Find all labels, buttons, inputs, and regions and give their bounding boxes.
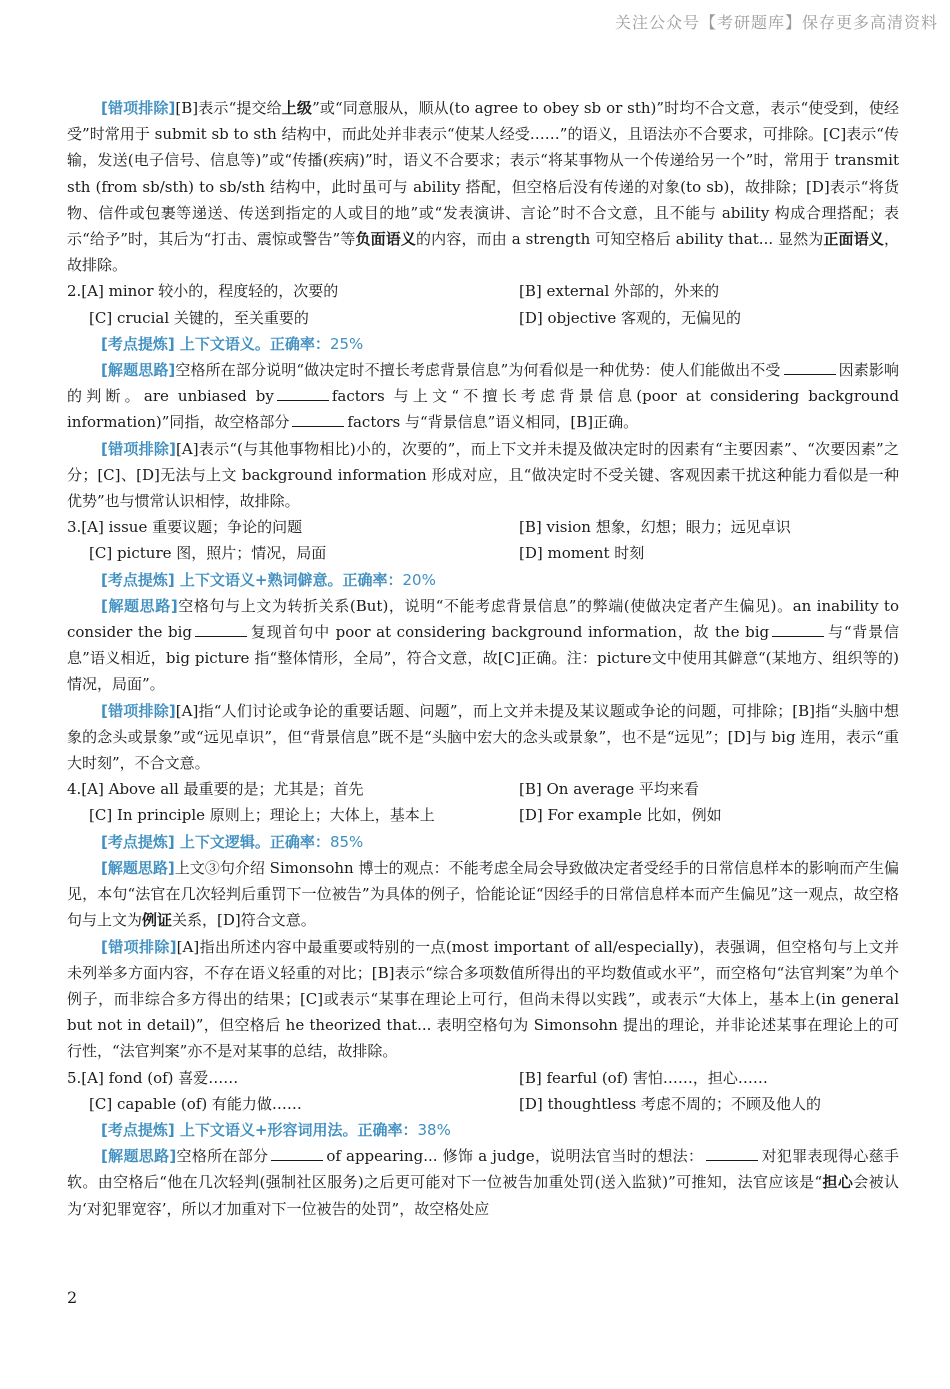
answer-blank xyxy=(271,1146,323,1161)
q5-options-row-1 xyxy=(67,1065,899,1091)
q2-text: [A]表示“(与其他事物相比)小的，次要的”，而上下文并未提及做决定时的因素有“主要因素”、“次要因素”之分；[C]、[D]无法与上文 background information 形成对应，且“做决定时不受关键、客观因素干扰这种能力看似是一种优势”也与惯常认识相悖，故排除。 xyxy=(67,439,899,511)
q4-jieti-paragraph xyxy=(67,855,899,934)
cuoxiang-tag: [错项排除] xyxy=(101,439,177,458)
q3-options-row-1 xyxy=(67,514,899,540)
q2-kaodian xyxy=(67,331,899,357)
q1-text: ，故排除。 xyxy=(67,230,899,275)
q2-option-b: [B] external 外部的，外来的 xyxy=(519,282,720,301)
q5-text: 空格所在部分 xyxy=(176,1147,269,1166)
page-number: 2 xyxy=(67,1288,78,1307)
q5-options-row-2 xyxy=(67,1091,899,1117)
accuracy-rate: 20% xyxy=(402,570,436,589)
q3-option-a: 3.[A] issue 重要议题；争论的问题 xyxy=(67,518,303,537)
content xyxy=(67,95,899,1222)
q1-bold: 正面语义 xyxy=(823,230,884,249)
q3-kaodian xyxy=(67,567,899,593)
q4-kaodian xyxy=(67,829,899,855)
q5-option-d: [D] thoughtless 考虑不周的；不顾及他人的 xyxy=(519,1094,822,1113)
answer-blank xyxy=(292,412,344,427)
q5-jieti-paragraph xyxy=(67,1143,899,1222)
jieti-tag: [解题思路] xyxy=(101,361,176,380)
jieti-tag: [解题思路] xyxy=(101,858,175,877)
q4-option-a: 4.[A] Above all 最重要的是；尤其是；首先 xyxy=(67,780,364,799)
answer-blank xyxy=(195,622,247,637)
q2-text: factors 与“背景信息”语义相同，[B]正确。 xyxy=(347,413,639,432)
kaodian-label: [考点提炼] 上下文逻辑。正确率： xyxy=(101,832,330,851)
accuracy-rate: 38% xyxy=(417,1120,451,1139)
q2-option-c: [C] crucial 关键的，至关重要的 xyxy=(89,308,309,327)
q2-cuoxiang-paragraph xyxy=(67,436,899,515)
q4-option-c: [C] In principle 原则上；理论上；大体上，基本上 xyxy=(89,806,435,825)
q3-option-c: [C] picture 图，照片；情况，局面 xyxy=(89,544,327,563)
kaodian-label: [考点提炼] 上下文语义+形容词用法。正确率： xyxy=(101,1120,418,1139)
q4-option-b: [B] On average 平均来看 xyxy=(519,780,699,799)
q4-text: [A]指出所述内容中最重要或特别的一点(most important of all/especially)，表强调，但空格句与上文并未列举多方面内容，不存在语义轻重的对比；[B]表示“综合多项数值所得出的平均数值或水平”，而空格句“法官判案”为单个例子，而非综合多方得出的结果；[C]或表示“某事在理论上可行，但尚未得以实践”，或表示“大体上，基本上(in general but not in detail)”，但空格后 he theorized that... 表明空格句为 Simonsohn 提出的理论，并非论述某事在理论上的可行性，“法官判案”亦不是对某事的总结，故排除。 xyxy=(67,937,899,1061)
cuoxiang-tag: [错项排除] xyxy=(101,937,177,956)
watermark: 关注公众号【考研题库】保存更多高清资料 xyxy=(614,13,938,32)
q2-jieti-paragraph xyxy=(67,357,899,436)
kaodian-label: [考点提炼] 上下文语义。正确率： xyxy=(101,334,330,353)
q3-cuoxiang-paragraph xyxy=(67,698,899,777)
q1-text: [B]表示“提交给 xyxy=(175,99,282,117)
answer-blank xyxy=(706,1146,758,1161)
q3-option-d: [D] moment 时刻 xyxy=(519,544,645,563)
jieti-tag: [解题思路] xyxy=(101,596,178,615)
q5-text: 对犯罪表现得心慈手软。由空格后“他在几次轻判(强制社区服务)之后更可能对下一位被告加重处罚(送入监狱)”可推知，法官应该是“ xyxy=(67,1147,899,1192)
q3-text: 空格句与上文为转折关系(But)，说明“不能考虑背景信息”的弊端(使做决定者产生偏见)。an inability to consider the big xyxy=(67,596,899,642)
q3-text: [A]指“人们讨论或争论的重要话题、问题”，而上文并未提及某议题或争论的问题，可排除；[B]指“头脑中想象的念头或景象”或“远见卓识”，但“背景信息”既不是“头脑中宏大的念头或景象”，也不是“远见”；[D]与 big 连用，表示“重大时刻”，不合文意。 xyxy=(67,701,899,773)
cuoxiang-tag: [错项排除] xyxy=(101,99,176,117)
q4-options-row-1 xyxy=(67,776,899,802)
q2-options-row-2 xyxy=(67,305,899,331)
kaodian-label: [考点提炼] 上下文语义+熟词僻意。正确率： xyxy=(101,570,403,589)
q4-cuoxiang-paragraph xyxy=(67,934,899,1065)
q2-text: factors 与上文“不擅长考虑背景信息(poor at considering background information)”同指，故空格部分 xyxy=(67,387,899,432)
q5-option-a: 5.[A] fond (of) 喜爱…… xyxy=(67,1068,239,1087)
q3-text: 复现首句中 poor at considering background information，故 the big xyxy=(250,623,770,642)
q5-option-c: [C] capable (of) 有能力做…… xyxy=(89,1094,302,1113)
jieti-tag: [解题思路] xyxy=(101,1147,177,1166)
answer-blank xyxy=(277,386,329,401)
q5-kaodian xyxy=(67,1117,899,1143)
q2-option-a: 2.[A] minor 较小的，程度轻的，次要的 xyxy=(67,282,339,301)
accuracy-rate: 25% xyxy=(329,334,364,353)
answer-blank xyxy=(784,360,836,375)
q1-bold: 负面语义 xyxy=(355,230,417,249)
q1-cuoxiang-paragraph xyxy=(67,95,899,278)
accuracy-rate: 85% xyxy=(329,832,364,851)
cuoxiang-tag: [错项排除] xyxy=(101,701,176,720)
q2-option-d: [D] objective 客观的，无偏见的 xyxy=(519,308,742,327)
q4-text: 关系，[D]符合文意。 xyxy=(172,911,316,930)
q3-option-b: [B] vision 想象，幻想；眼力；远见卓识 xyxy=(519,518,791,537)
q2-text: 空格所在部分说明“做决定时不擅长考虑背景信息”为何看似是一种优势：使人们能做出不受 xyxy=(175,361,781,380)
q5-option-b: [B] fearful (of) 害怕……，担心…… xyxy=(519,1068,768,1087)
q5-text: of appearing... 修饰 a judge，说明法官当时的想法： xyxy=(326,1147,704,1166)
q3-text: 与“背景信息”语义相近，big picture 指“整体情形，全局”，符合文意，故[C]正确。注：picture文中使用其僻意“(某地方、组织等的)情况，局面”。 xyxy=(67,623,900,694)
q4-options-row-2 xyxy=(67,802,899,828)
q4-bold: 例证 xyxy=(142,911,173,930)
q1-text: ”或“同意服从，顺从(to agree to obey sb or sth)”时均不合文意，表示“使受到，使经受”时常用于 submit sb to sth 结构中，而此处并非表示“使某人经受……”的语义，且语法亦不合要求，可排除。[C]表示“传输，发送(电子信号、信息等)”或“传播(疾病)”时，语义不合要求；表示“将某事物从一个传递给另一个”时，常用于 transmit sth (from sb/sth) to sb/sth 结构中，此时虽可与 ability 搭配，但空格后没有传递的对象(to sb)，故排除；[D]表示“将货物、信件或包裹等递送、传送到指定的人或目的地”或“发表演讲、言论”时不合文意，且不能与 ability 构成合理搭配；表示“给予”时，其后为“打击、震惊或警告”等 xyxy=(67,99,899,249)
q4-text: 上文③句介绍 Simonsohn 博士的观点：不能考虑全局会导致做决定者受经手的日常信息样本的影响而产生偏见，本句“法官在几次轻判后重罚下一位被告”为具体的例子，恰能论证“因经手的日常信息样本而产生偏见”这一观点，故空格句与上文为 xyxy=(67,858,899,930)
q3-jieti-paragraph xyxy=(67,593,899,698)
q2-options-row-1 xyxy=(67,278,899,304)
q4-option-d: [D] For example 比如，例如 xyxy=(519,806,722,825)
q2-text: 因素影响的判断。are unbiased by xyxy=(67,361,899,406)
q1-text: 的内容，而由 a strength 可知空格后 ability that... 显然为 xyxy=(416,230,824,249)
q1-bold: 上级 xyxy=(281,99,313,117)
answer-blank xyxy=(772,622,824,637)
q5-text: 会被认为‘对犯罪宽容’，所以才加重对下一位被告的处罚”，故空格处应 xyxy=(67,1173,899,1218)
q3-options-row-2 xyxy=(67,540,899,566)
q5-bold: 担心 xyxy=(822,1173,854,1192)
